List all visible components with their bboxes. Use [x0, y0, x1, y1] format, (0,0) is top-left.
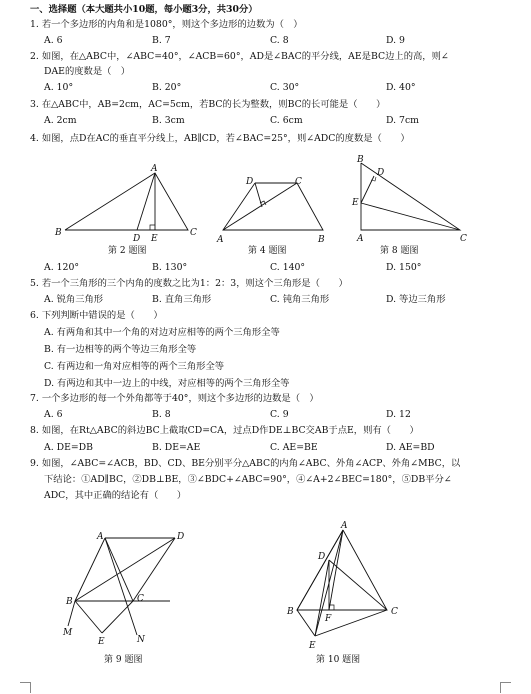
q7-option-c: C. 9 — [270, 409, 289, 420]
q5-option-a: A. 锐角三角形 — [44, 294, 104, 305]
fig8-label-a: A — [357, 234, 364, 244]
q8-option-c: C. AE=BE — [270, 442, 318, 453]
fig9-segment-cd — [133, 538, 175, 601]
figure-9-caption: 第 9 题图 — [104, 655, 143, 665]
q8-option-b: B. DE=AE — [152, 442, 201, 453]
q8-option-d: D. AE=BD — [386, 442, 435, 453]
fig4-perpendicular — [255, 183, 262, 207]
q1-option-a: A. 6 — [44, 35, 63, 46]
fig4-label-c: C — [295, 177, 302, 187]
question-7-stem: 7. 一个多边形的每一个外角都等于40°，则这个多边形的边数是（ ） — [30, 393, 319, 404]
question-4-stem: 4. 如图，点D在AC的垂直平分线上，AB∥CD，若∠BAC=25°，则∠ADC的度数是（ ） — [30, 133, 410, 144]
fig2-right-angle-mark — [150, 225, 155, 230]
fig9-label-c: C — [137, 594, 144, 604]
q2-option-a: A. 10° — [44, 82, 74, 93]
figure-10-caption: 第 10 题图 — [316, 655, 361, 665]
fig10-label-f: F — [325, 614, 332, 624]
q5-option-d: D. 等边三角形 — [386, 294, 446, 305]
q2-option-d: D. 40° — [386, 82, 416, 93]
question-9-stem-cont2: ADC，其中正确的结论有（ ） — [44, 490, 187, 501]
q3-option-d: D. 7cm — [386, 115, 419, 126]
fig10-segment-be — [297, 610, 315, 636]
fig2-label-d: D — [133, 234, 141, 244]
fig9-label-n: N — [137, 635, 145, 645]
q4-option-c: C. 140° — [270, 262, 306, 273]
fig10-label-c: C — [391, 607, 398, 617]
question-9-stem: 9. 如图，∠ABC=∠ACB，BD、CD、BE分别平分△ABC的内角∠ABC、外角∠ACP、外角∠MBC，以 — [30, 458, 461, 469]
fig8-segment-ec — [361, 203, 460, 230]
figure-4-diagram — [215, 175, 335, 245]
q3-option-a: A. 2cm — [44, 115, 77, 126]
question-2-stem: 2. 如图，在△ABC中，∠ABC=40°，∠ACB=60°，AD是∠BAC的平分线，AE是BC边上的高，则∠ — [30, 51, 449, 62]
fig4-diagonal-ac — [223, 183, 297, 230]
q1-option-b: B. 7 — [152, 35, 171, 46]
fig9-label-a: A — [97, 532, 104, 542]
fig4-label-d: D — [246, 177, 254, 187]
fig8-label-c: C — [460, 234, 467, 244]
q6-option-c: C. 有两边和一角对应相等的两个三角形全等 — [44, 361, 225, 372]
q4-option-d: D. 150° — [386, 262, 422, 273]
figure-2-diagram — [50, 165, 200, 245]
question-1-stem: 1. 若一个多边形的内角和是1080°，则这个多边形的边数为（ ） — [30, 19, 303, 30]
crop-mark-bottom-right — [500, 682, 511, 693]
question-6-stem: 6. 下列判断中错误的是（ ） — [30, 310, 163, 321]
question-5-stem: 5. 若一个三角形的三个内角的度数之比为1：2：3，则这个三角形是（ ） — [30, 278, 348, 289]
q7-option-b: B. 8 — [152, 409, 171, 420]
fig8-label-e: E — [352, 198, 359, 208]
q2-option-c: C. 30° — [270, 82, 300, 93]
question-8-stem: 8. 如图，在Rt△ABC的斜边BC上截取CD=CA，过点D作DE⊥BC交AB于点E，则有（ ） — [30, 425, 419, 436]
fig10-segment-ed — [315, 560, 329, 636]
fig9-label-e: E — [98, 637, 105, 647]
q3-option-b: B. 3cm — [152, 115, 185, 126]
crop-mark-bottom-left — [20, 682, 31, 693]
q7-option-d: D. 12 — [386, 409, 411, 420]
q5-option-b: B. 直角三角形 — [152, 294, 212, 305]
fig4-label-b: B — [318, 235, 325, 245]
q3-option-c: C. 6cm — [270, 115, 303, 126]
fig9-segment-be — [75, 601, 102, 633]
q1-option-d: D. 9 — [386, 35, 405, 46]
fig9-label-m: M — [63, 628, 73, 638]
fig2-label-a: A — [151, 164, 158, 174]
fig2-bisector-ad — [137, 173, 155, 230]
fig8-right-triangle — [361, 163, 460, 230]
question-3-stem: 3. 在△ABC中，AB=2cm，AC=5cm，若BC的长为整数，则BC的长可能是（ ） — [30, 99, 386, 110]
q6-option-a: A. 有两角和其中一个角的对边对应相等的两个三角形全等 — [44, 327, 280, 338]
fig2-label-b: B — [55, 228, 62, 238]
fig4-trapezoid — [223, 183, 323, 230]
q6-option-d: D. 有两边和其中一边上的中线，对应相等的两个三角形全等 — [44, 378, 290, 389]
fig9-label-b: B — [66, 597, 73, 607]
q8-option-a: A. DE=DB — [44, 442, 93, 453]
fig2-label-c: C — [190, 228, 197, 238]
question-2-stem-cont: DAE的度数是（ ） — [44, 66, 131, 77]
fig10-label-d: D — [318, 552, 326, 562]
q5-option-c: C. 钝角三角形 — [270, 294, 330, 305]
q7-option-a: A. 6 — [44, 409, 63, 420]
q4-option-b: B. 130° — [152, 262, 188, 273]
figure-10-diagram — [285, 522, 405, 652]
figure-8-diagram — [348, 155, 478, 245]
fig2-label-e: E — [151, 234, 158, 244]
section-title: 一、选择题（本大题共小10题，每小题3分，共30分） — [30, 4, 258, 15]
figure-9-diagram — [55, 508, 215, 648]
fig9-label-d: D — [177, 532, 185, 542]
figure-4-caption: 第 4 题图 — [248, 246, 287, 256]
q6-option-b: B. 有一边相等的两个等边三角形全等 — [44, 344, 197, 355]
fig10-label-b: B — [287, 607, 294, 617]
q2-option-b: B. 20° — [152, 82, 182, 93]
fig8-label-b: B — [357, 155, 364, 165]
q1-option-c: C. 8 — [270, 35, 289, 46]
fig10-label-e: E — [309, 641, 316, 651]
fig9-segment-ac — [105, 538, 133, 601]
fig2-triangle — [65, 173, 188, 230]
fig9-segment-ec — [102, 601, 133, 633]
question-9-stem-cont: 下结论：①AD∥BC，②DB⊥BE，③∠BDC+∠ABC=90°，④∠A+2∠BEC=180°，⑤DB平分∠ — [44, 474, 452, 485]
figure-2-caption: 第 2 题图 — [108, 246, 147, 256]
fig10-label-a: A — [341, 521, 348, 531]
fig10-segment-dc — [329, 560, 387, 610]
fig4-label-a: A — [217, 235, 224, 245]
q4-option-a: A. 120° — [44, 262, 80, 273]
figure-8-caption: 第 8 题图 — [380, 246, 419, 256]
fig9-ray-an — [105, 538, 137, 635]
fig8-label-d: D — [377, 168, 385, 178]
